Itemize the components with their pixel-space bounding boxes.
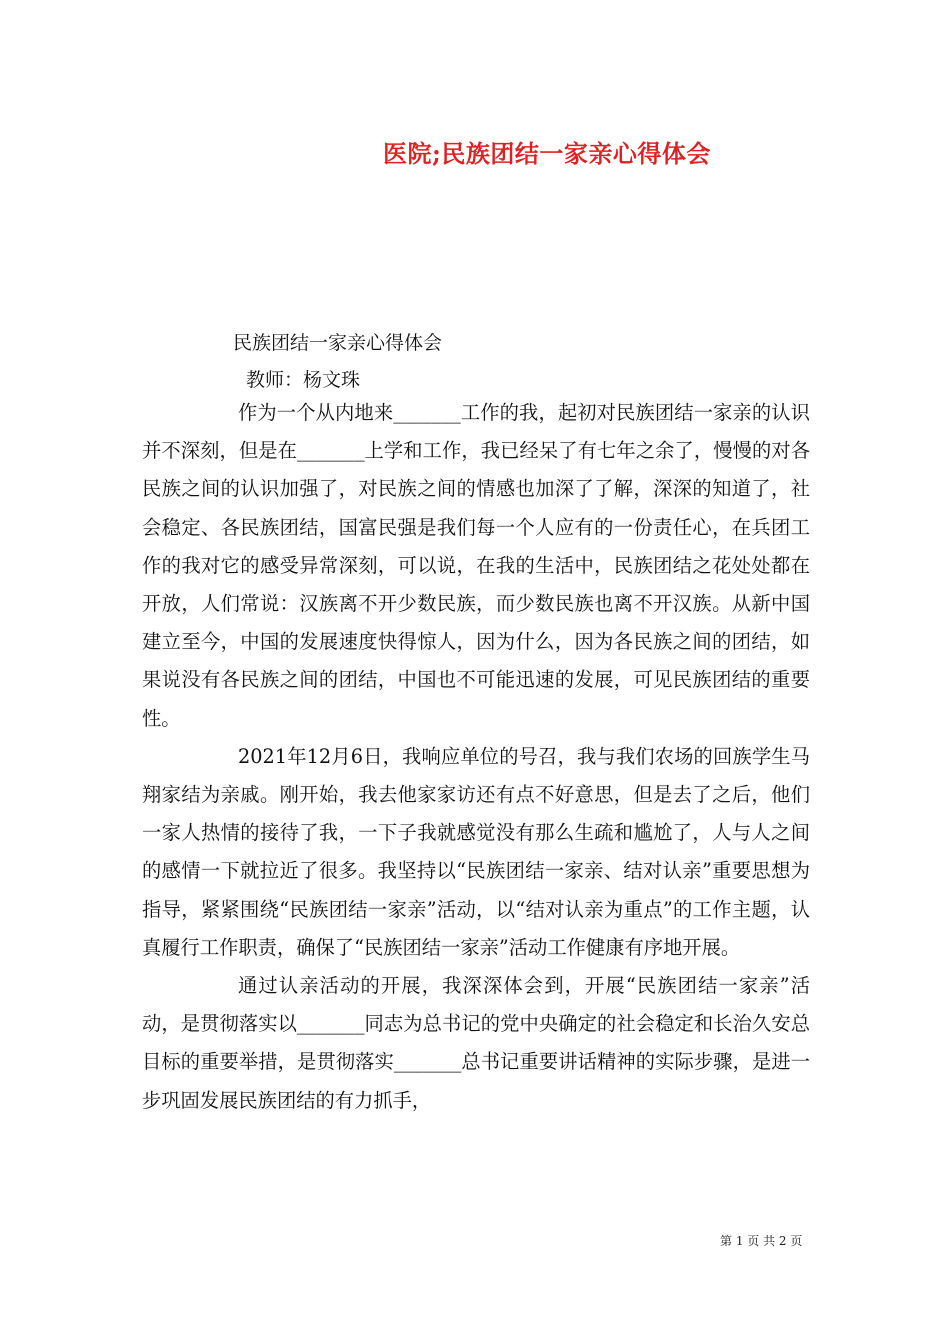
- document-heading: 民族团结一家亲心得体会: [233, 332, 443, 354]
- document-main-title: 医院;民族团结一家亲心得体会: [383, 139, 711, 168]
- author-line: 教师：杨文珠: [246, 369, 361, 391]
- document-body: [142, 394, 810, 1120]
- page-footer: 第 1 页 共 2 页: [720, 1234, 803, 1248]
- paragraph-2: 2021年12月6日，我响应单位的号召，我与我们农场的回族学生马翔家结为亲戚。刚开始，我去他家家访还有点不好意思，但是去了之后，他们一家人热情的接待了我，一下子我就感觉没有那么生疏和尴尬了，人与人之间的感情一下就拉近了很多。我坚持以“民族团结一家亲、结对认亲”重要思想为指导，紧紧围绕“民族团结一家亲”活动，以“结对认亲为重点”的工作主题，认真履行工作职责，确保了“民族团结一家亲”活动工作健康有序地开展。: [142, 744, 810, 959]
- paragraph-1: 作为一个从内地来_______工作的我，起初对民族团结一家亲的认识并不深刻，但是在_______上学和工作，我已经呆了有七年之余了，慢慢的对各民族之间的认识加强了，对民族之间的情感也加深了了解，深深的知道了，社会稳定、各民族团结，国富民强是我们每一个人应有的一份责任心，在兵团工作的我对它的感受异常深刻，可以说，在我的生活中，民族团结之花处处都在开放，人们常说：汉族离不开少数民族，而少数民族也离不开汉族。从新中国建立至今，中国的发展速度快得惊人，因为什么，因为各民族之间的团结，如果说没有各民族之间的团结，中国也不可能迅速的发展，可见民族团结的重要性。: [142, 401, 810, 730]
- paragraph-3: 通过认亲活动的开展，我深深体会到，开展“民族团结一家亲”活动，是贯彻落实以_______同志为总书记的党中央确定的社会稳定和长治久安总目标的重要举措，是贯彻落实_______总书记重要讲话精神的实际步骤，是进一步巩固发展民族团结的有力抓手，: [142, 974, 810, 1112]
